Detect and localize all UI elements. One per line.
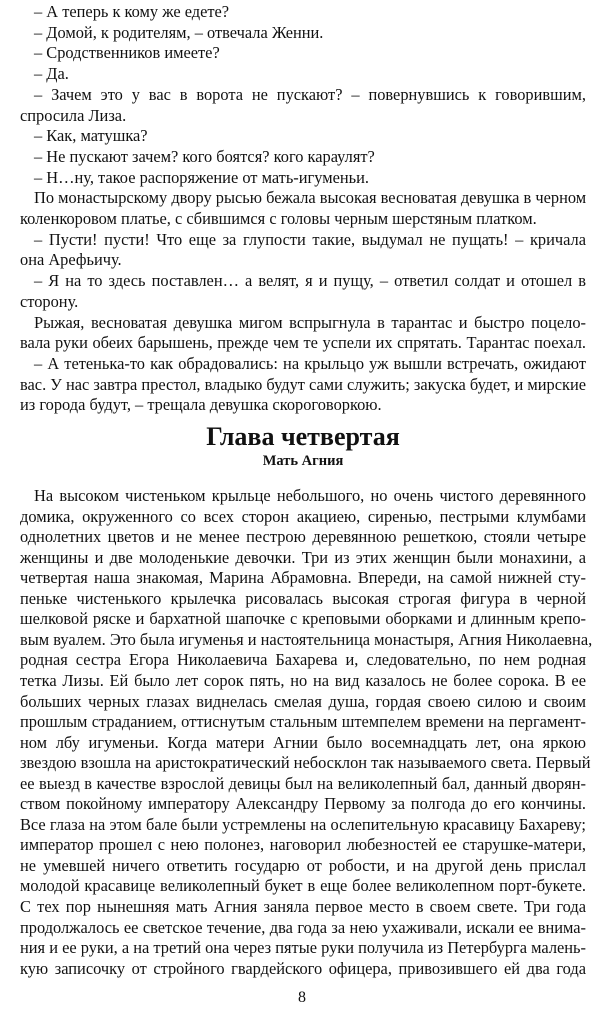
text-line: больших черных глазах виднелась смелая душа, гордая своею силою и своим: [20, 691, 586, 711]
text-line: кую записочку от стройного гвардейского офицера, привозившего ей два года: [20, 958, 586, 978]
text-line: – Сродственников имеете?: [34, 43, 220, 63]
text-line: шелковой ряске и бархатной шапочке с креповыми оборками и длинным крепо-: [20, 609, 586, 629]
text-line: женщины и две молоденькие девочки. Три из этих женщин были монахини, а: [20, 547, 586, 567]
text-line: Рыжая, весноватая девушка мигом вспрыгнула в тарантас и быстро поцело-: [34, 312, 586, 332]
text-line: она Арефьичу.: [20, 250, 122, 270]
text-line: ее выезд в качестве взрослой девицы был на великолепный бал, данный дворян-: [20, 773, 586, 793]
text-line: прошлым страданием, оттиснутым стальным штемпелем времени на пергамент-: [20, 712, 586, 732]
text-line: вым вуалем. Это была игуменья и настоятельница монастыря, Агния Николаевна,: [20, 629, 593, 649]
text-line: – Как, матушка?: [34, 126, 148, 146]
text-line: – Пусти! пусти! Что еще за глупости такие, выдумал не пущать! – кричала: [34, 229, 586, 249]
text-line: однолетних цветов и не менее пестрою деревянною решеткою, стояли четыре: [20, 527, 586, 547]
text-line: – Я на то здесь поставлен… а велят, я и пущу, – ответил солдат и отошел в: [34, 271, 586, 291]
text-line: – Домой, к родителям, – отвечала Женни.: [34, 22, 324, 42]
text-line: ния и ее руки, а на третий она через пятые руки получила из Петербурга малень-: [20, 938, 586, 958]
text-line: продолжалось ее светское течение, два года за нею ухаживали, искали ее внима-: [20, 917, 586, 937]
text-line: – Зачем это у вас в ворота не пускают? – повернувшись к говорившим,: [34, 84, 586, 104]
text-line: Все глаза на этом бале были устремлены на ослепительную красавицу Бахареву;: [20, 814, 586, 834]
text-line: пеньке чистенького крылечка рисовалась высокая строгая фигура в черной: [20, 588, 586, 608]
page-number: 8: [298, 989, 306, 1006]
text-line: не умевшей ничего ответить государю от робости, и на другой день прислал: [20, 855, 586, 875]
text-line: молодой красавице великолепный букет в еще более великолепном порт-букете.: [20, 876, 586, 896]
text-line: звездою взошла на аристократический небосклон так называемого света. Первый: [20, 753, 591, 773]
text-line: На высоком чистеньком крыльце небольшого, но очень чистого деревянного: [34, 486, 586, 505]
text-line: – А тетенька-то как обрадовались: на крыльцо уж вышли встречать, ожидают: [34, 353, 586, 373]
text-line: – Да.: [34, 64, 69, 84]
text-line: ством покойному императору Александру Первому за полгода до его кончины.: [20, 794, 586, 814]
text-line: – А теперь к кому же едете?: [34, 2, 230, 21]
text-line: домика, окруженного со всех сторон акациею, сиренью, пестрыми клумбами: [20, 506, 586, 526]
text-line: С тех пор нынешняя мать Агния заняла первое место в своем свете. Три года: [20, 897, 586, 916]
text-line: тетка Лизы. Ей было лет сорок пять, но на вид казалось не более сорока. В ее: [20, 670, 586, 690]
text-line: спросила Лиза.: [20, 105, 127, 125]
text-line: По монастырскому двору рысью бежала высокая весноватая девушка в черном: [34, 188, 587, 208]
text-line: родная сестра Егора Николаевича Бахарева и, следовательно, по нем родная: [20, 650, 586, 670]
text-line: ном лбу игуменьи. Когда матери Агнии было восемнадцать лет, она яркою: [20, 732, 586, 752]
text-line: – Н…ну, такое распоряжение от мать-игуменьи.: [34, 167, 370, 187]
text-line: сторону.: [20, 291, 79, 311]
text-line: из города будут, – трещала девушка скороговоркою.: [20, 395, 382, 415]
chapter-subtitle: Мать Агния: [262, 453, 344, 469]
text-line: – Не пускают зачем? кого боятся? кого караулят?: [34, 146, 375, 166]
text-line: император прошел с нею полонез, наговорил любезностей ее старушке-матери,: [20, 835, 586, 855]
chapter-title: Глава четвертая: [206, 422, 400, 451]
text-line: вас. У нас завтра престол, владыко будут сами служить; закуска будет, и мирские: [20, 374, 587, 394]
text-line: вала руки обеих барышень, прежде чем те успели их спрятать. Тарантас поехал.: [20, 333, 586, 353]
text-line: четвертая наша знакомая, Марина Абрамовна. Впереди, на самой нижней сту-: [20, 568, 586, 588]
text-line: коленкоровом платье, с сбившимся с головы черным шерстяным платком.: [20, 209, 537, 228]
